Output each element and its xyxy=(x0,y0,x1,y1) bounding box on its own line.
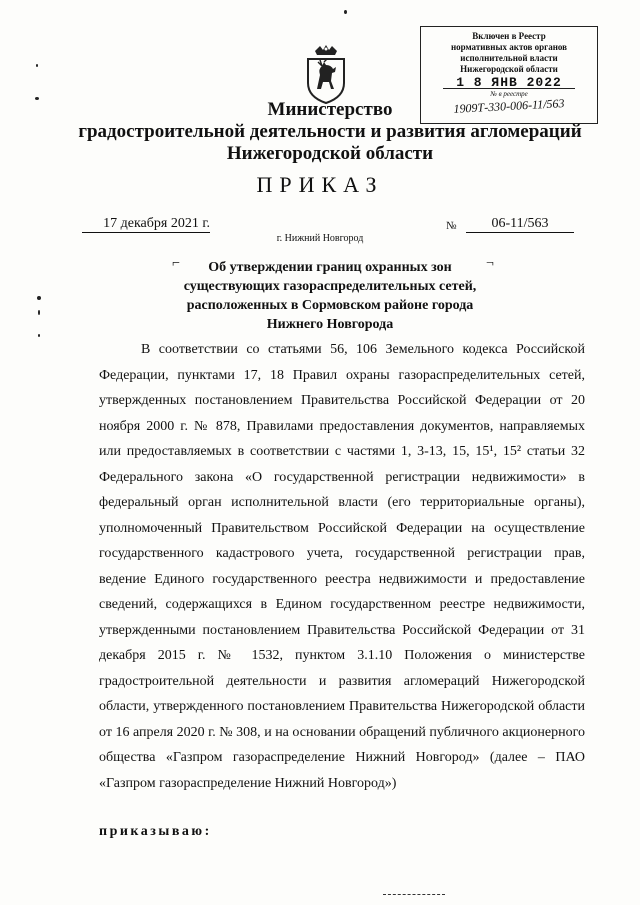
order-word: приказываю: xyxy=(99,824,212,839)
document-city: г. Нижний Новгород xyxy=(276,233,364,244)
document-number-label: № xyxy=(446,220,457,232)
scan-speck xyxy=(38,334,40,337)
scan-speck xyxy=(38,310,40,315)
document-number: 06-11/563 xyxy=(466,216,574,233)
ministry-name-line3: Нижегородской области xyxy=(226,143,434,164)
document-date: 17 декабря 2021 г. xyxy=(82,216,210,233)
scan-speck xyxy=(35,97,39,100)
ministry-name-line1: Министерство xyxy=(267,99,393,120)
stamp-date: 1 8 ЯНВ 2022 xyxy=(443,77,575,89)
stamp-reg-number: 1909Т-330-006-11/563 xyxy=(453,96,565,116)
document-subject xyxy=(150,258,510,334)
subject-line: расположенных в Сормовском районе города xyxy=(186,298,474,313)
corner-mark-left: ⌐ xyxy=(172,256,180,271)
body-paragraph: В соответствии со статьями 56, 106 Земельного кодекса Российской Федерации, пунктами 17, 18 Правил охраны газораспределительных сетей, утвержденных постановлением Правительства Российской Федерации от 20 ноября 2000 г. № 878, Правилами предоставления документов, направляемых или предоставляемых в соответствии с частями 1, 3-13, 15, 15¹, 15² статьи 32 Федерального закона «О государственной регистрации недвижимости» в федеральный орган исполнительной власти (его территориальные органы), уполномоченный Правительством Российской Федерации на осуществление государственного кадастрового учета, государственной регистрации прав, ведение Единого государственного реестра недвижимости и предоставление сведений, содержащихся в Едином государственном реестре недвижимости, утвержденными постановлением Правительства Российской Федерации от 31 декабря 2015 г. № 1532, пунктом 3.1.10 Положения о министерстве градостроительной деятельности и развития агломераций Нижегородской области, утвержденного постановлением Правительства Нижегородской области от 16 апреля 2020 г. № 308, и на основании обращений публичного акционерного общества «Газпром газораспределение Нижний Новгород» (далее – ПАО «Газпром газораспределение Нижний Новгород») xyxy=(99,342,585,791)
stamp-reg-label: № в реестре xyxy=(490,90,528,98)
stamp-line: Нижегородской области xyxy=(460,64,558,74)
scan-speck xyxy=(37,296,41,300)
scan-speck xyxy=(36,64,38,67)
stamp-line: нормативных актов органов xyxy=(450,42,568,52)
stamp-line: исполнительной власти xyxy=(460,53,558,63)
scan-speck xyxy=(344,10,347,14)
document-body xyxy=(99,337,585,796)
coat-of-arms-icon xyxy=(303,45,349,105)
corner-mark-right: ¬ xyxy=(486,256,494,271)
subject-line: Нижнего Новгорода xyxy=(266,317,394,332)
subject-line: Об утверждении границ охранных зон xyxy=(208,260,452,275)
document-type-title: ПРИКАЗ xyxy=(256,172,384,197)
ministry-name-line2: градостроительной деятельности и развития агломераций xyxy=(78,121,582,142)
stamp-line: Включен в Реестр xyxy=(472,31,546,41)
page-bottom-mark xyxy=(383,894,445,895)
subject-line: существующих газораспределительных сетей, xyxy=(183,279,477,294)
